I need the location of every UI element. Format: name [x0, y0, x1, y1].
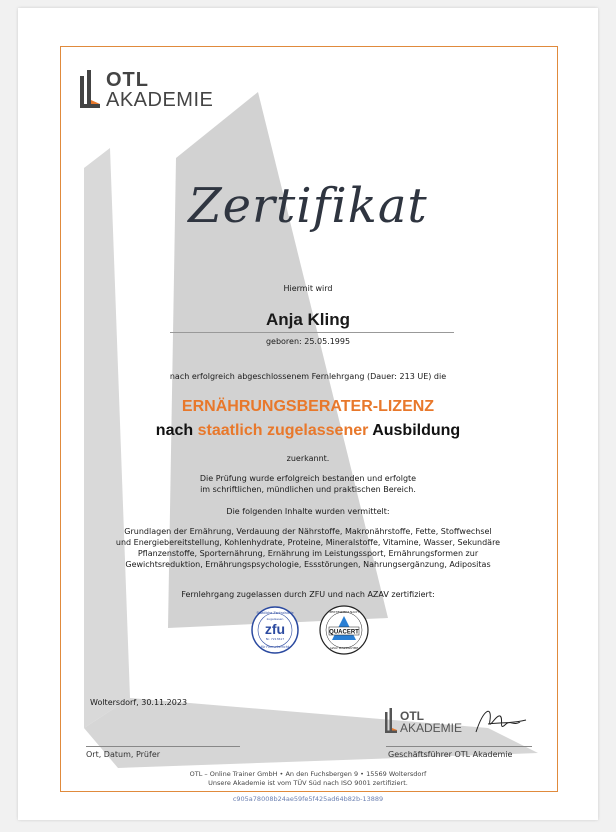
contents-line: Pflanzenstoffe, Sporternährung, Ernährung im Leistungssport, Ernährungsformen zur: [137, 549, 479, 558]
zfu-seal: [250, 605, 300, 655]
exam-text: [18, 473, 598, 495]
license-sub-highlight: staatlich zugelassener: [197, 422, 369, 439]
exam-line: Die Prüfung wurde erfolgreich bestanden und erfolgte: [199, 474, 417, 483]
exam-line: im schriftlichen, mündlichen und praktischen Bereich.: [200, 485, 416, 494]
zfu-ring-mid: zugelassen: [266, 617, 284, 621]
zfu-ring-top: Staatliche Zentralstelle: [256, 611, 294, 615]
content-intro: Die folgenden Inhalte wurden vermittelt:: [226, 507, 390, 516]
certificate-hash: c905a78008b24ae59fe5f425ad64b82b-13889: [232, 795, 384, 803]
recipient-birth: geboren: 25.05.1995: [265, 337, 351, 346]
intro-text: Hiermit wird: [283, 284, 333, 293]
license-sub-suffix: Ausbildung: [372, 422, 461, 439]
footer-line: OTL – Online Trainer GmbH • An den Fuchsbergen 9 • 15569 Woltersdorf: [189, 770, 427, 778]
logo-mark-small-icon: [384, 708, 397, 734]
name-underline: [170, 332, 454, 333]
zfu-number: Nr. 7213617: [265, 637, 285, 641]
recipient-name: Anja Kling: [265, 310, 351, 329]
signature-logo: [384, 708, 462, 734]
course-line: nach erfolgreich abgeschlossenem Fernlehrgang (Dauer: 213 UE) die: [169, 372, 447, 381]
place-date: Woltersdorf, 30.11.2023: [90, 698, 188, 707]
small-logo-top: OTL: [400, 709, 424, 723]
otl-logo: [78, 70, 213, 110]
signature-line-left: [86, 746, 240, 747]
logo-mark-icon: [78, 70, 100, 110]
signature-line-right: [386, 746, 532, 747]
license-subtitle: [18, 422, 598, 440]
logo-brand-top: OTL: [106, 69, 149, 91]
awarded-text: zuerkannt.: [286, 454, 330, 463]
contents-list: [18, 526, 598, 570]
signature-label-left: Ort, Datum, Prüfer: [86, 750, 161, 759]
logo-brand-bottom: AKADEMIE: [106, 89, 214, 111]
certificate-title: Zertifikat: [188, 178, 428, 234]
contents-line: und Energiebereitstellung, Kohlenhydrate, Proteine, Mineralstoffe, Vitamine, Wasser, Sekundäre: [115, 538, 501, 547]
quacert-seal: [318, 604, 370, 656]
quacert-main: QUACERT: [329, 629, 359, 636]
contents-line: Grundlagen der Ernährung, Verdauung der Nährstoffe, Makronährstoffe, Fette, Stoffwechsel: [124, 527, 492, 536]
footer: [18, 770, 598, 788]
license-title: ERNÄHRUNGSBERATER-LIZENZ: [181, 398, 435, 415]
footer-line: Unsere Akademie ist vom TÜV Süd nach ISO 9001 zertifiziert.: [208, 779, 408, 787]
signature-label-right: Geschäftsführer OTL Akademie: [388, 750, 513, 759]
signature-icon: [470, 702, 530, 742]
certificate-page: [18, 8, 598, 820]
quacert-ring-bottom: AZAV MASSNAHME: [329, 646, 359, 650]
certification-text: Fernlehrgang zugelassen durch ZFU und nach AZAV zertifiziert:: [181, 590, 435, 599]
zfu-ring-bottom: für Fernunterricht: [260, 645, 290, 649]
certificate-frame: [60, 46, 558, 792]
contents-line: Gewichtsreduktion, Ernährungspsychologie, Essstörungen, Nahrungsergänzung, Adipositas: [125, 560, 491, 569]
small-logo-bottom: AKADEMIE: [400, 721, 463, 735]
license-sub-prefix: nach: [155, 422, 194, 439]
zfu-main: zfu: [264, 621, 286, 637]
quacert-ring-top: ZERTIFIZIERT NACH: [329, 610, 359, 614]
